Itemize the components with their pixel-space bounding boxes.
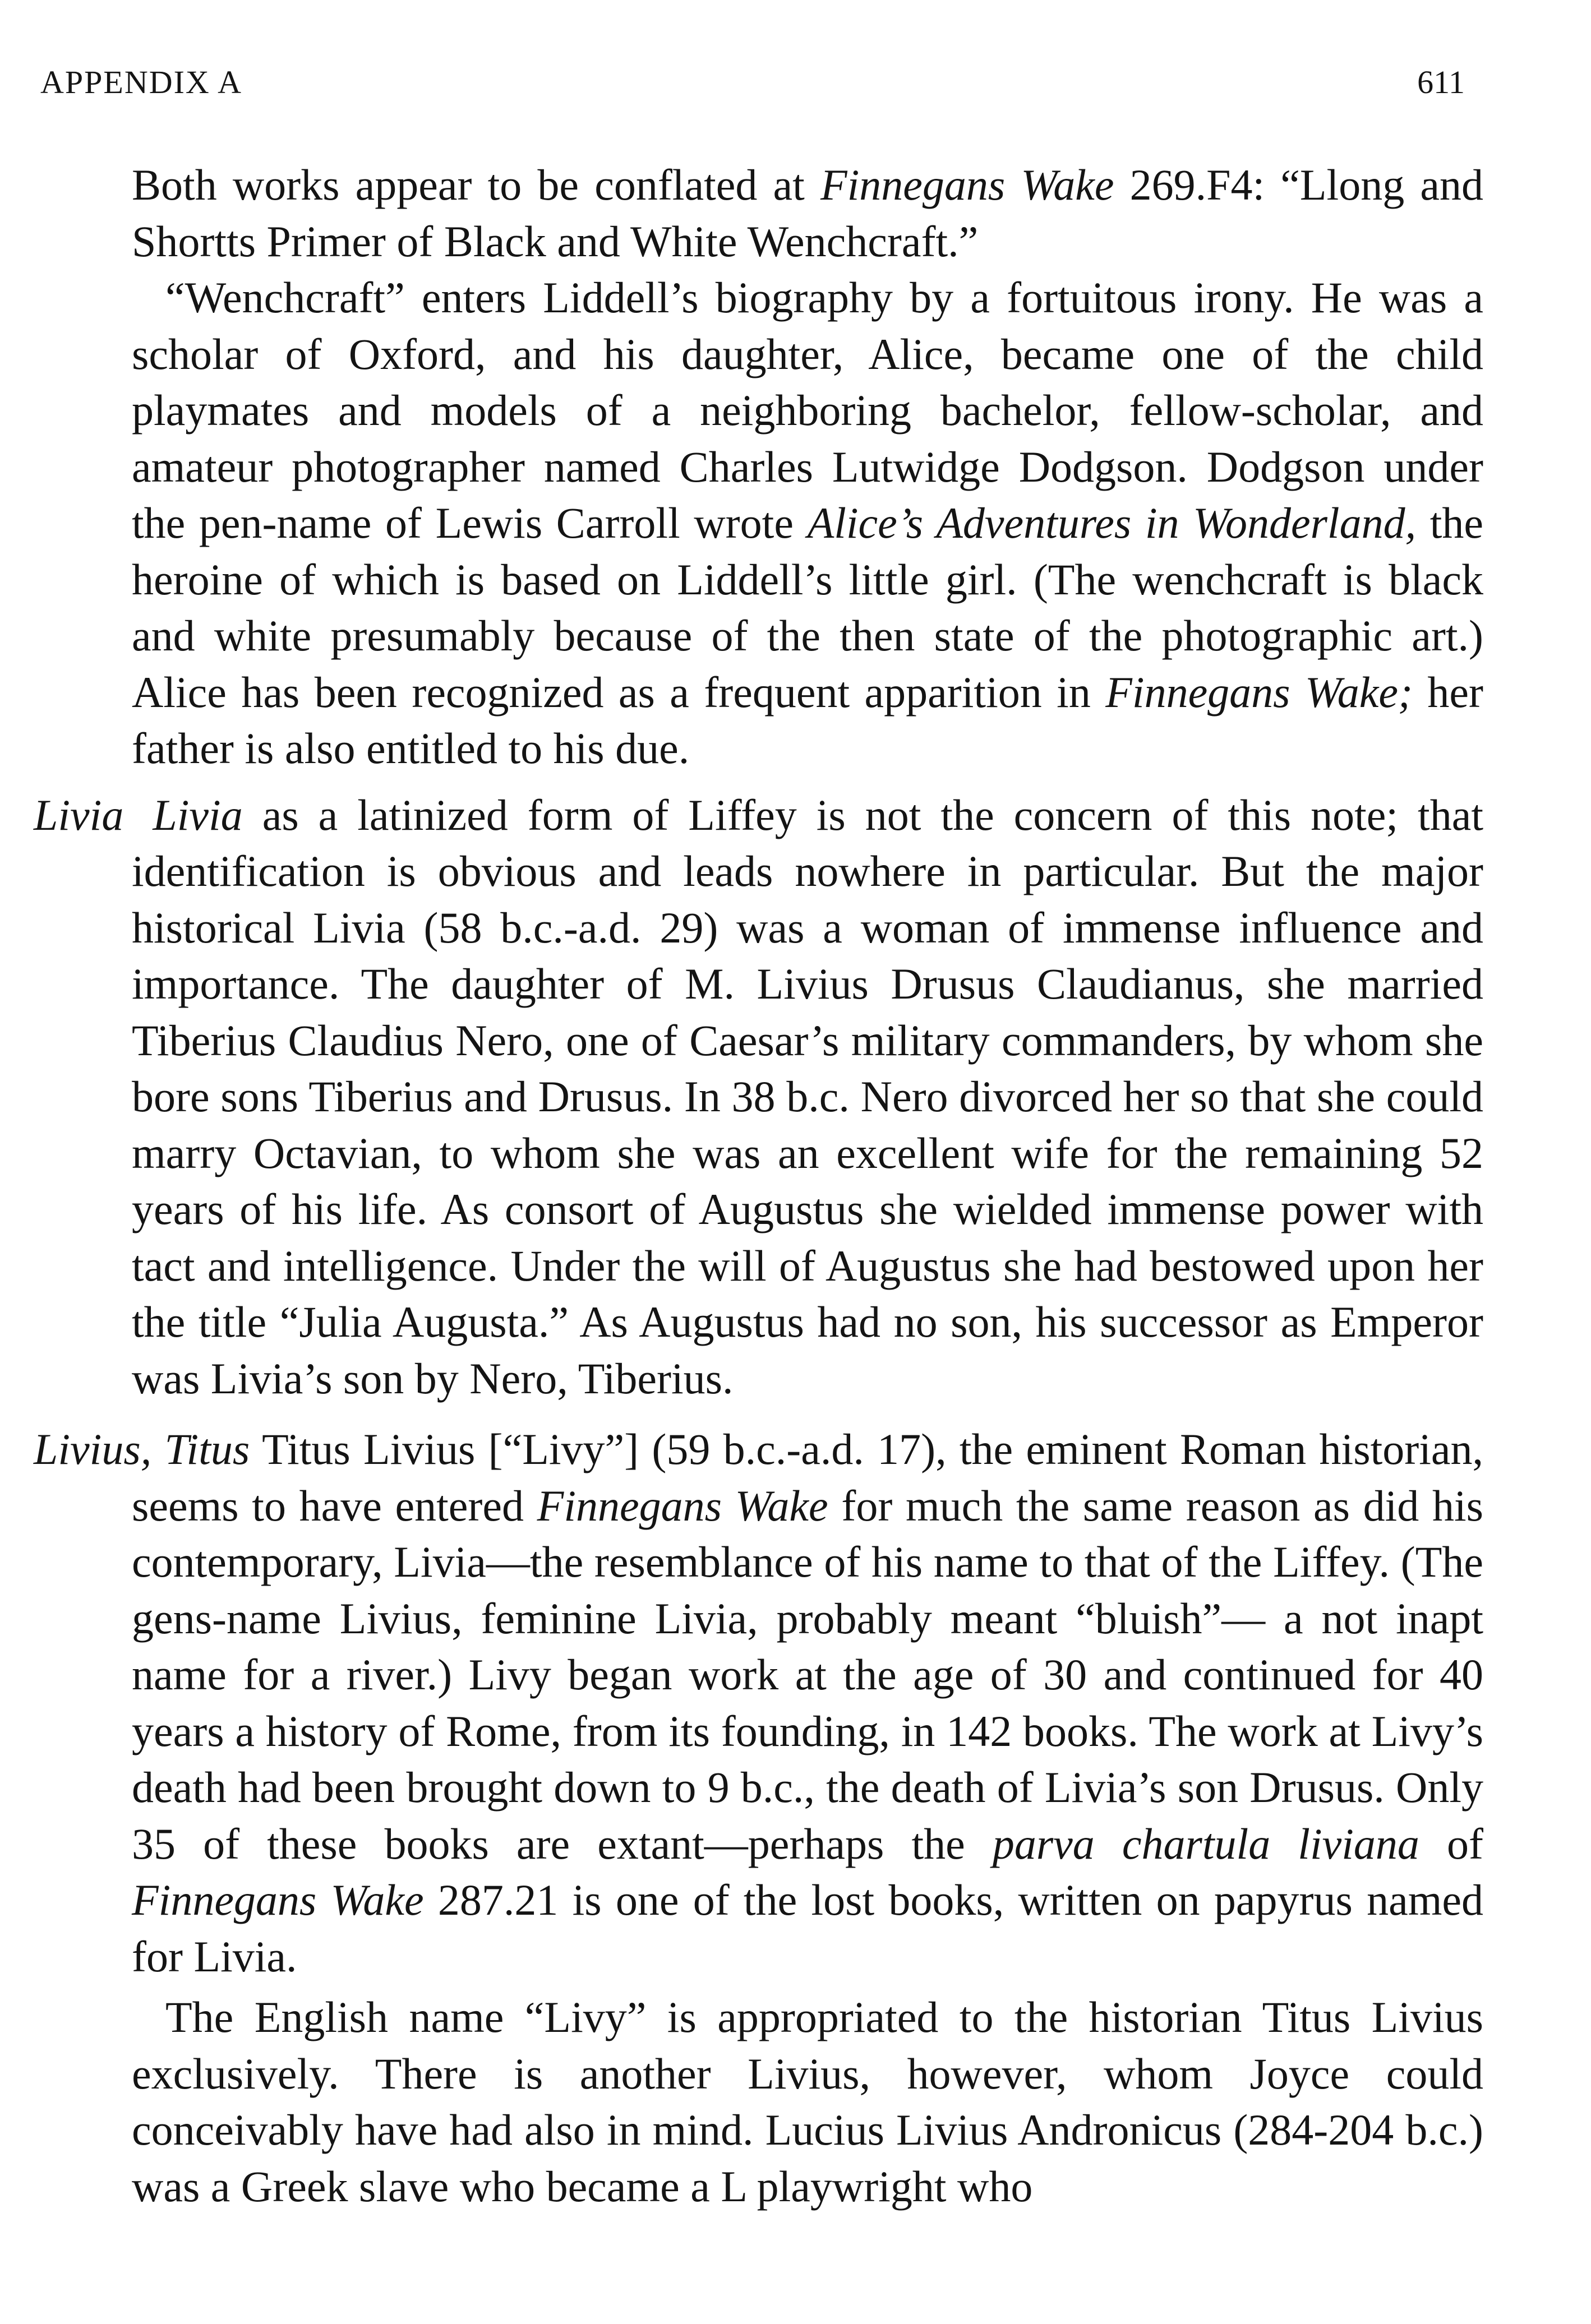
text-run: of: [1419, 1819, 1483, 1868]
paragraph-continuation: [34, 157, 1483, 270]
page-body: [34, 157, 1483, 2215]
text-run: 287.21 is one of the lost books, written on papyrus named for Livia.: [132, 1875, 1483, 1981]
text-run: The English name “Livy” is appropriated to the historian Titus Livius exclusively. There is another Livius, however, whom Joyce could conceivably have had also in mind. Lucius Livius Andronicus (284-204 b.c.) was a Greek slave who became a L playwright who: [132, 1993, 1483, 2211]
text-run: Titus Livius [“Livy”] (59 b.c.-a.d. 17), the eminent Roman historian, seems to have entered: [132, 1425, 1484, 1530]
running-head: APPENDIX A: [40, 64, 242, 100]
text-run: as a latinized form of Liffey is not the concern of this note; that identification is obvious and leads nowhere in particular. But the major historical Livia (58 b.c.-a.d. 29) was a woman of immense influence and importance. The daughter of M. Livius Drusus Claudianus, she married Tiberius Claudius Nero, one of Caesar’s military commanders, by whom she bore sons Tiberius and Drusus. In 38 b.c. Nero divorced her so that she could marry Octavian, to whom she was an excellent wife for the remaining 52 years of his life. As consort of Augustus she wielded immense power with tact and intelligence. Under the will of Augustus she had bestowed upon her the title “Julia Augusta.” As Augustus had no son, his successor as Emperor was Livia’s son by Nero, Tiberius.: [132, 790, 1483, 1403]
paragraph-livy-name: [34, 1989, 1483, 2215]
text-run: the heroine of which is based on Liddell’s little girl. (The wenchcraft is black and white presumably because of the then state of the photographic art.) Alice has been recognized as a frequent apparition in: [132, 498, 1483, 717]
text-run: her father is also entitled to his due.: [132, 667, 1483, 773]
page-number: 611: [1417, 64, 1465, 100]
italic-title: Finnegans Wake;: [1105, 667, 1413, 717]
entry-livius-titus: [34, 1421, 1483, 1985]
entry-livia: [34, 787, 1483, 1407]
italic-title: Finnegans Wake: [537, 1481, 828, 1530]
text-run: “Wenchcraft” enters Liddell’s biography by a fortuitous irony. He was a scholar of Oxford, and his daughter, Alice, became one of the child playmates and models of a neighboring bachelor, fellow-scholar, and amateur photographer named Charles Lutwidge Dodgson. Dodgson under the pen-name of Lewis Carroll wrote: [132, 273, 1483, 547]
paragraph-wenchcraft: [34, 270, 1483, 777]
italic-title: Alice’s Adventures in Wonderland,: [807, 498, 1417, 547]
italic-phrase: parva chartula liviana: [992, 1819, 1419, 1868]
entry-headword: Livia: [34, 790, 124, 839]
italic-title: Finnegans Wake: [132, 1875, 424, 1924]
entry-headword: Livius, Titus: [34, 1425, 250, 1473]
text-run: for much the same reason as did his contemporary, Livia—the resemblance of his name to that of the Liffey. (The gens-name Livius, feminine Livia, probably meant “bluish”— a not inapt name for a river.) Livy began work at the age of 30 and continued for 40 years a history of Rome, from its founding, in 142 books. The work at Livy’s death had been brought down to 9 b.c., the death of Livia’s son Drusus. Only 35 of these books are extant—perhaps the: [132, 1481, 1483, 1868]
text-run: Both works appear to be conflated at: [132, 160, 820, 209]
text-run: 269.F4: “Llong and Shortts Primer of Black and White Wenchcraft.”: [132, 160, 1483, 266]
italic-title: Finnegans Wake: [820, 160, 1114, 209]
italic-term: Livia: [153, 790, 243, 839]
